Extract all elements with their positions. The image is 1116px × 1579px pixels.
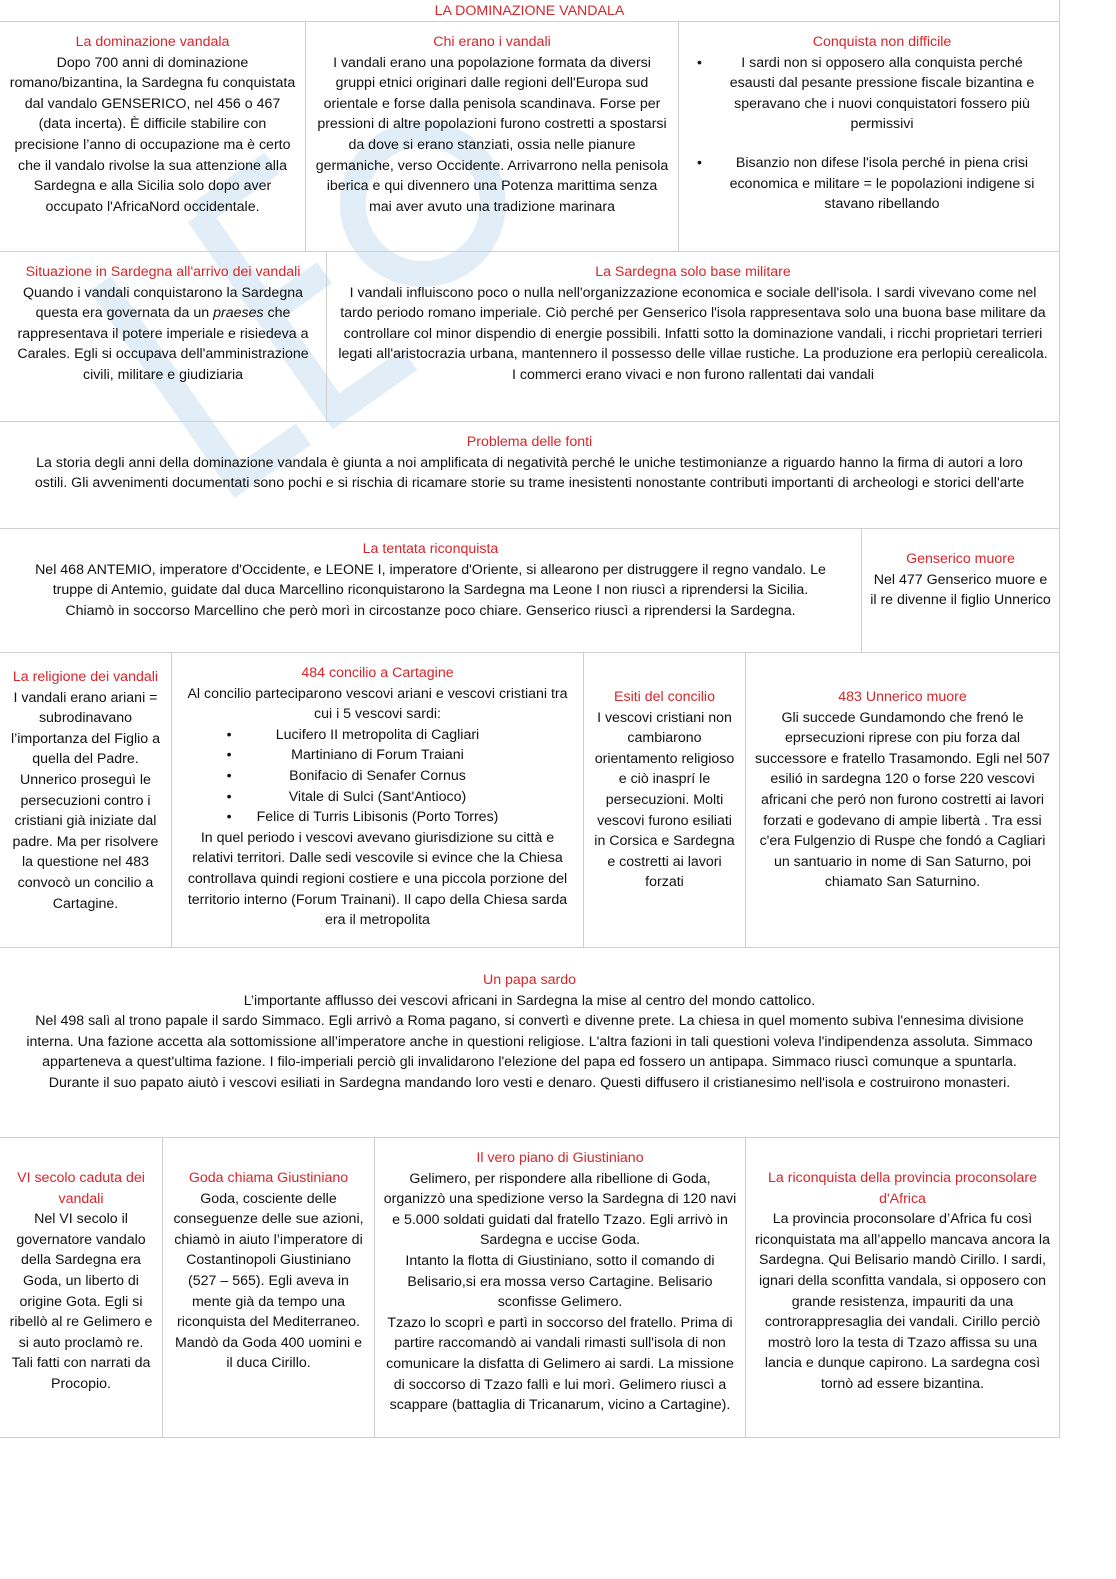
bullet-icon: • <box>226 788 232 805</box>
cell-chi-erano <box>306 22 679 251</box>
cell-situazione <box>0 252 327 421</box>
cell-base-militare <box>327 252 1060 421</box>
section-title: Situazione in Sardegna all'arrivo dei vandali <box>25 264 301 280</box>
bullet-icon: • <box>697 154 702 171</box>
row-6 <box>0 948 1060 1138</box>
list-item: • Lucifero II metropolita di Cagliari <box>257 725 499 746</box>
page-title: LA DOMINAZIONE VANDALA <box>0 0 1060 22</box>
section-text: Nel 498 salì al trono papale il sardo Simmaco. Egli arrivò a Roma pagano, si convertì e divenne prete. La chiesa in quel momento subiva l'ennesima divisione interna. Una fazione accetta ala sottomissione all’imperatore anche in questioni religiose. L'altra fazioni in tali questioni voleva l'indipendenza assoluta. Simmaco apparteneva a quest'ultima fazione. I filo-imperiali perciò gli invalidarono l'elezione del papa ed fossero un antipapa. Simmaco riuscì comunque a spuntarla. Durante il suo papato aiutò i vescovi esiliati in Sardegna mandando loro vesti e denaro. Questi diffusero il cristianesimo nell'isola e costruirono monasteri. <box>26 1013 1033 1091</box>
row-5 <box>0 653 1060 948</box>
bullet-icon: • <box>226 726 232 743</box>
section-text: Goda, cosciente delle conseguenze delle sue azioni, chiamò in aiuto l’imperatore di Costantinopoli Giustiniano (527 – 565). Egli aveva in mente già da tempo una riconquista del Mediterraneo. Mandò da Goda 400 uomini e il duca Cirillo. <box>173 1190 364 1372</box>
section-text: I vandali erano ariani = subrodinavano l’importanza del Figlio a quella del Padre. Unnerico proseguì le persecuzioni contro i cristiani già iniziate dal padre. Ma per risolvere la questione nel 483 convocò un concilio a Cartagine. <box>10 689 161 912</box>
cell-religione <box>0 653 172 947</box>
bullet-icon: • <box>226 767 232 784</box>
section-title: La tentata riconquista <box>362 541 499 557</box>
section-title: La dominazione vandala <box>75 34 230 50</box>
section-title: Esiti del concilio <box>614 689 715 705</box>
section-title: Problema delle fonti <box>466 434 593 450</box>
list-item: • Felice di Turris Libisonis (Porto Torres) <box>257 807 499 828</box>
cell-esiti-concilio <box>584 653 746 947</box>
section-title: La Sardegna solo base militare <box>595 264 791 280</box>
row-1 <box>0 22 1060 252</box>
section-title: Un papa sardo <box>482 972 577 988</box>
section-text: I vandali erano una popolazione formata da diversi gruppi etnici originari dalle regioni dell'Europa sud orientale e forse dalla penisola scandinava. Forse per pressioni di altre popolazioni furono costretti a spostarsi da dove si erano stanziati, ossia nelle pianure germaniche, verso Occidente. Arrivarrono nella penisola iberica e qui divennero una Potenza marittima senza mai aver avuto una tradizione marinara <box>315 54 669 215</box>
section-text: Quando i vandali conquistarono la Sardegna questa era governata da un praeses che rappresentava il potere imperiale e risiedeva a Carales. Egli si occupava dell'amministrazione civili, militare e giudiziaria <box>17 284 309 383</box>
bullet-list <box>697 53 1045 215</box>
cell-goda-giustiniano <box>163 1138 375 1437</box>
list-item: • Vitale di Sulci (Sant'Antioco) <box>257 787 499 808</box>
section-text: Dopo 700 anni di dominazione romano/bizantina, la Sardegna fu conquistata dal vandalo GENSERICO, nel 456 o 467 (data incerta). È difficile stabilire con precisione l’anno di occupazione ma è certo che il vandalo rivolse la sua attenzione alla Sardegna e alla Sicilia solo dopo aver occupato l'AfricaNord occidentale. <box>9 54 296 215</box>
section-title: La religione dei vandali <box>12 669 159 685</box>
bullet-icon: • <box>226 747 232 764</box>
list-item: • Martiniano di Forum Traiani <box>257 745 499 766</box>
section-title: 484 concilio a Cartagine <box>301 665 454 681</box>
cell-tentata-riconquista <box>0 529 862 652</box>
section-text: Intanto la flotta di Giustiniano, sotto il comando di Belisario,si era mossa verso Cartagine. Belisario sconfisse Gelimero. <box>405 1252 715 1311</box>
section-text: Al concilio parteciparono vescovi ariani e vescovi cristiani tra cui i 5 vescovi sardi: <box>187 685 568 723</box>
section-text: La storia degli anni della dominazione vandala è giunta a noi amplificata di negatività perché le uniche testimonianze a riguardo hanno la firma di autori a loro ostili. Gli avvenimenti documentati sono pochi e si rischia di ricamare storie su trame inesistenti nonostante contributi importanti di archeologi e storici dell'arte <box>34 454 1025 492</box>
cell-dominazione-vandala <box>0 22 306 251</box>
section-text: In quel periodo i vescovi avevano giurisdizione su città e relativi territori. Dalle sedi vescovile si evince che la Chiesa controllava quindi regioni costiere e una piccola porzione del territorio interno (Forum Trainani). Il capo della Chiesa sarda era il metropolita <box>187 829 568 929</box>
section-text: La provincia proconsolare d’Africa fu così riconquistata ma all’appello mancava ancora la Sardegna. Qui Belisario mandò Cirillo. I sardi, ignari della sconfitta vandala, si opposero con grande resistenza, impauriti da una controrappresaglia dei vandali. Cirillo perciò mostrò loro la testa di Tzazo affissa su una lancia e dunque capirono. La sardegna così tornò ad essere bizantina. <box>755 1211 1050 1392</box>
section-title: VI secolo caduta dei vandali <box>17 1170 145 1207</box>
bullet-icon: • <box>226 809 232 826</box>
cell-unnerico-muore <box>746 653 1060 947</box>
list-item: • Bisanzio non difese l'isola perché in piena crisi economica e militare = le popolazioni indigene si stavano ribellando <box>697 154 1035 213</box>
section-text: Gli succede Gundamondo che frenó le eprsecuzioni riprese con piu forza dal successore e fratello Trasamondo. Egli nel 507 esilió in sardegna 120 o forse 220 vescovi africani che peró non furono costretti ai lavori forzati e godevano di ampie libertà . Tra essi c'era Fulgenzio di Ruspe che fondó a Cagliari un santuario in nome di San Saturno, poi chiamato San Saturnino. <box>755 709 1050 891</box>
section-text: Nel 468 ANTEMIO, imperatore d'Occidente, e LEONE I, imperatore d'Oriente, si allearono per distruggere il regno vandalo. Le truppe di Antemio, guidate dal duca Marcellino riconquistarono la Sardegna ma Leone I non riuscì a riprendersi la Sicilia. Chiamò in soccorso Marcellino che però morì in circostanze poco chiare. Genserico riuscì a riprendersi la Sardegna. <box>35 561 826 619</box>
section-title: La riconquista della provincia proconsolare d'Africa <box>768 1170 1037 1207</box>
cell-conquista <box>679 22 1060 251</box>
section-title: Genserico muore <box>906 551 1015 567</box>
section-text: I vandali influiscono poco o nulla nell'organizzazione economica e sociale dell'isola. I sardi vivevano come nel tardo periodo romano imperiale. Ciò perché per Genserico l'isola rappresentava solo una buona base militare da controllare col minor dispendio di energie possibili. Infatti sotto la dominazione vandali, i ricchi proprietari terrieri legati all'aristocrazia urbana, mantennero il possesso delle villae rustiche. La produzione era perlopiù cerealicola. I commerci erano vivaci e non furono rallentati dai vandali <box>338 284 1048 383</box>
row-2 <box>0 252 1060 422</box>
row-3 <box>0 422 1060 529</box>
section-text: Nel VI secolo il governatore vandalo della Sardegna era Goda, un liberto di origine Gota. Egli si ribellò al re Gelimero e si auto proclamò re. Tali fatti con narrati da Procopio. <box>9 1211 153 1392</box>
cell-piano-giustiniano <box>375 1138 746 1437</box>
cell-caduta-vandali <box>0 1138 163 1437</box>
section-text: Gelimero, per rispondere alla ribellione di Goda, organizzò una spedizione verso la Sardegna di 120 navi e 5.000 soldati guidati dal fratello Tzazo. Egli arrivò in Sardegna e uccise Goda. <box>383 1170 737 1249</box>
section-title: 483 Unnerico muore <box>838 689 967 705</box>
bishops-list <box>226 725 499 828</box>
section-text: L’importante afflusso dei vescovi africani in Sardegna la mise al centro del mondo cattolico. <box>243 992 816 1009</box>
row-7 <box>0 1138 1060 1438</box>
list-item: • I sardi non si opposero alla conquista perché esausti dal pesante pressione fiscale bizantina e speravano che i nuovi conquistatori fossero più permissivi <box>697 54 1035 133</box>
section-title: Il vero piano di Giustiniano <box>476 1150 644 1166</box>
section-title: Chi erano i vandali <box>433 34 551 50</box>
cell-riconquista-africa <box>746 1138 1060 1437</box>
cell-genserico-muore <box>862 529 1060 652</box>
section-title: Goda chiama Giustiniano <box>188 1170 349 1186</box>
cell-concilio <box>172 653 584 947</box>
cell-problema-fonti <box>0 422 1060 528</box>
bullet-icon: • <box>697 54 702 71</box>
section-text: Nel 477 Genserico muore e il re divenne il figlio Unnerico <box>870 571 1051 609</box>
section-title: Conquista non difficile <box>812 34 952 50</box>
row-4 <box>0 529 1060 653</box>
section-text: I vescovi cristiani non cambiarono orientamento religioso e ciò inasprí le persecuzioni. Molti vescovi furono esiliati in Corsica e Sardegna e costretti ai lavori forzati <box>594 709 735 891</box>
list-item: • Bonifacio di Senafer Cornus <box>257 766 499 787</box>
section-text: Tzazo lo scoprì e partì in soccorso del fratello. Prima di partire raccomandò ai vandali rimasti sull'isola di non comunicare la disfatta di Gelimero ai sardi. La missione di soccorso di Tzazo fallì e lui morì. Gelimero riuscì a scappare (battaglia di Tricanarum, vicino a Cartagine). <box>386 1314 734 1414</box>
cell-papa-sardo <box>0 948 1060 1137</box>
